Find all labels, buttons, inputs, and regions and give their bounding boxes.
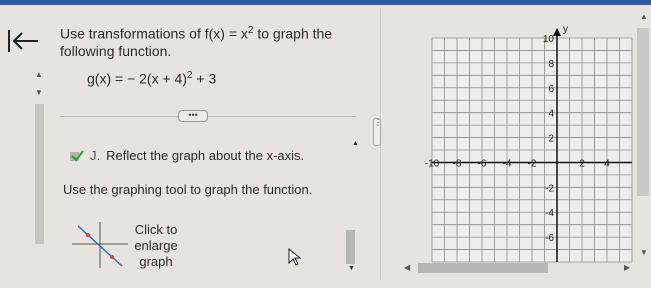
- y-tick-label: -2: [545, 183, 554, 195]
- x-tick-label: -6: [477, 158, 487, 170]
- function-lhs: g(x) = − 2(x + 4): [87, 70, 187, 87]
- instruction-text: Use the graphing tool to graph the function.: [63, 182, 313, 197]
- y-axis-arrow-icon: [553, 28, 561, 36]
- y-tick-label: -6: [545, 233, 554, 245]
- left-scroll-thumb[interactable]: [35, 104, 44, 244]
- enlarge-line2: enlarge: [134, 238, 178, 253]
- x-tick-label: -10: [424, 158, 440, 170]
- answer-text: Reflect the graph about the x-axis.: [106, 148, 305, 163]
- mini-graph-icon: [70, 218, 130, 272]
- x-tick-label: -2: [527, 158, 537, 170]
- enlarge-line3: graph: [139, 254, 173, 269]
- prompt-text-line2: following function.: [60, 42, 172, 59]
- right-scroll-down-icon[interactable]: ▼: [640, 248, 648, 257]
- middle-scroll-thumb[interactable]: [346, 230, 355, 264]
- base-exponent: 2: [247, 25, 254, 36]
- top-accent-bar: [0, 0, 651, 5]
- enlarge-label: [128, 222, 184, 270]
- answer-choice[interactable]: [70, 148, 304, 163]
- more-options-button[interactable]: •••: [178, 110, 208, 122]
- y-tick-label: 8: [548, 58, 554, 70]
- enlarge-graph-button[interactable]: [70, 218, 188, 272]
- y-tick-label: 10: [542, 34, 554, 45]
- x-tick-label: -4: [502, 158, 512, 170]
- x-tick-label: 2: [579, 158, 585, 170]
- function-rhs: + 3: [192, 70, 217, 87]
- coordinate-graph[interactable]: [400, 22, 640, 272]
- section-divider: [60, 116, 356, 117]
- y-tick-label: 6: [548, 83, 554, 95]
- caret-up-icon: ▲: [352, 140, 359, 147]
- y-axis-label: y: [563, 24, 568, 35]
- prompt-text: Use transformations of: [60, 25, 205, 42]
- graph-canvas[interactable]: [400, 22, 640, 272]
- problem-prompt: [60, 22, 380, 60]
- correct-check-icon: [70, 150, 84, 162]
- target-function: [87, 70, 216, 87]
- function-exponent: 2: [186, 70, 193, 81]
- middle-scroll-down-icon[interactable]: ▼: [348, 265, 355, 272]
- enlarge-line1: Click to: [134, 222, 178, 237]
- scroll-up-arrow-icon[interactable]: ▲: [35, 70, 43, 79]
- hscroll-right-icon[interactable]: ▶: [624, 263, 631, 272]
- y-tick-label: -4: [545, 208, 554, 220]
- base-function: f(x) = x: [204, 25, 248, 42]
- x-tick-label: -8: [452, 158, 462, 170]
- y-tick-label: 4: [548, 108, 554, 120]
- hscroll-left-icon[interactable]: ◀: [404, 263, 411, 272]
- answer-letter: J.: [90, 148, 101, 163]
- scroll-down-arrow-icon[interactable]: ▼: [35, 88, 43, 97]
- pane-resize-handle[interactable]: ⋮: [373, 118, 381, 146]
- left-scrollbar[interactable]: [34, 70, 44, 230]
- prompt-text-end: to graph the: [253, 25, 333, 42]
- back-arrow-icon[interactable]: [6, 28, 40, 54]
- x-tick-label: 4: [604, 158, 610, 170]
- right-scroll-thumb[interactable]: [637, 28, 649, 196]
- graph-horizontal-scroll-thumb[interactable]: [418, 263, 548, 273]
- mouse-cursor-icon: [288, 248, 302, 266]
- right-scroll-up-icon[interactable]: ▲: [640, 12, 648, 21]
- y-tick-label: 2: [548, 133, 554, 145]
